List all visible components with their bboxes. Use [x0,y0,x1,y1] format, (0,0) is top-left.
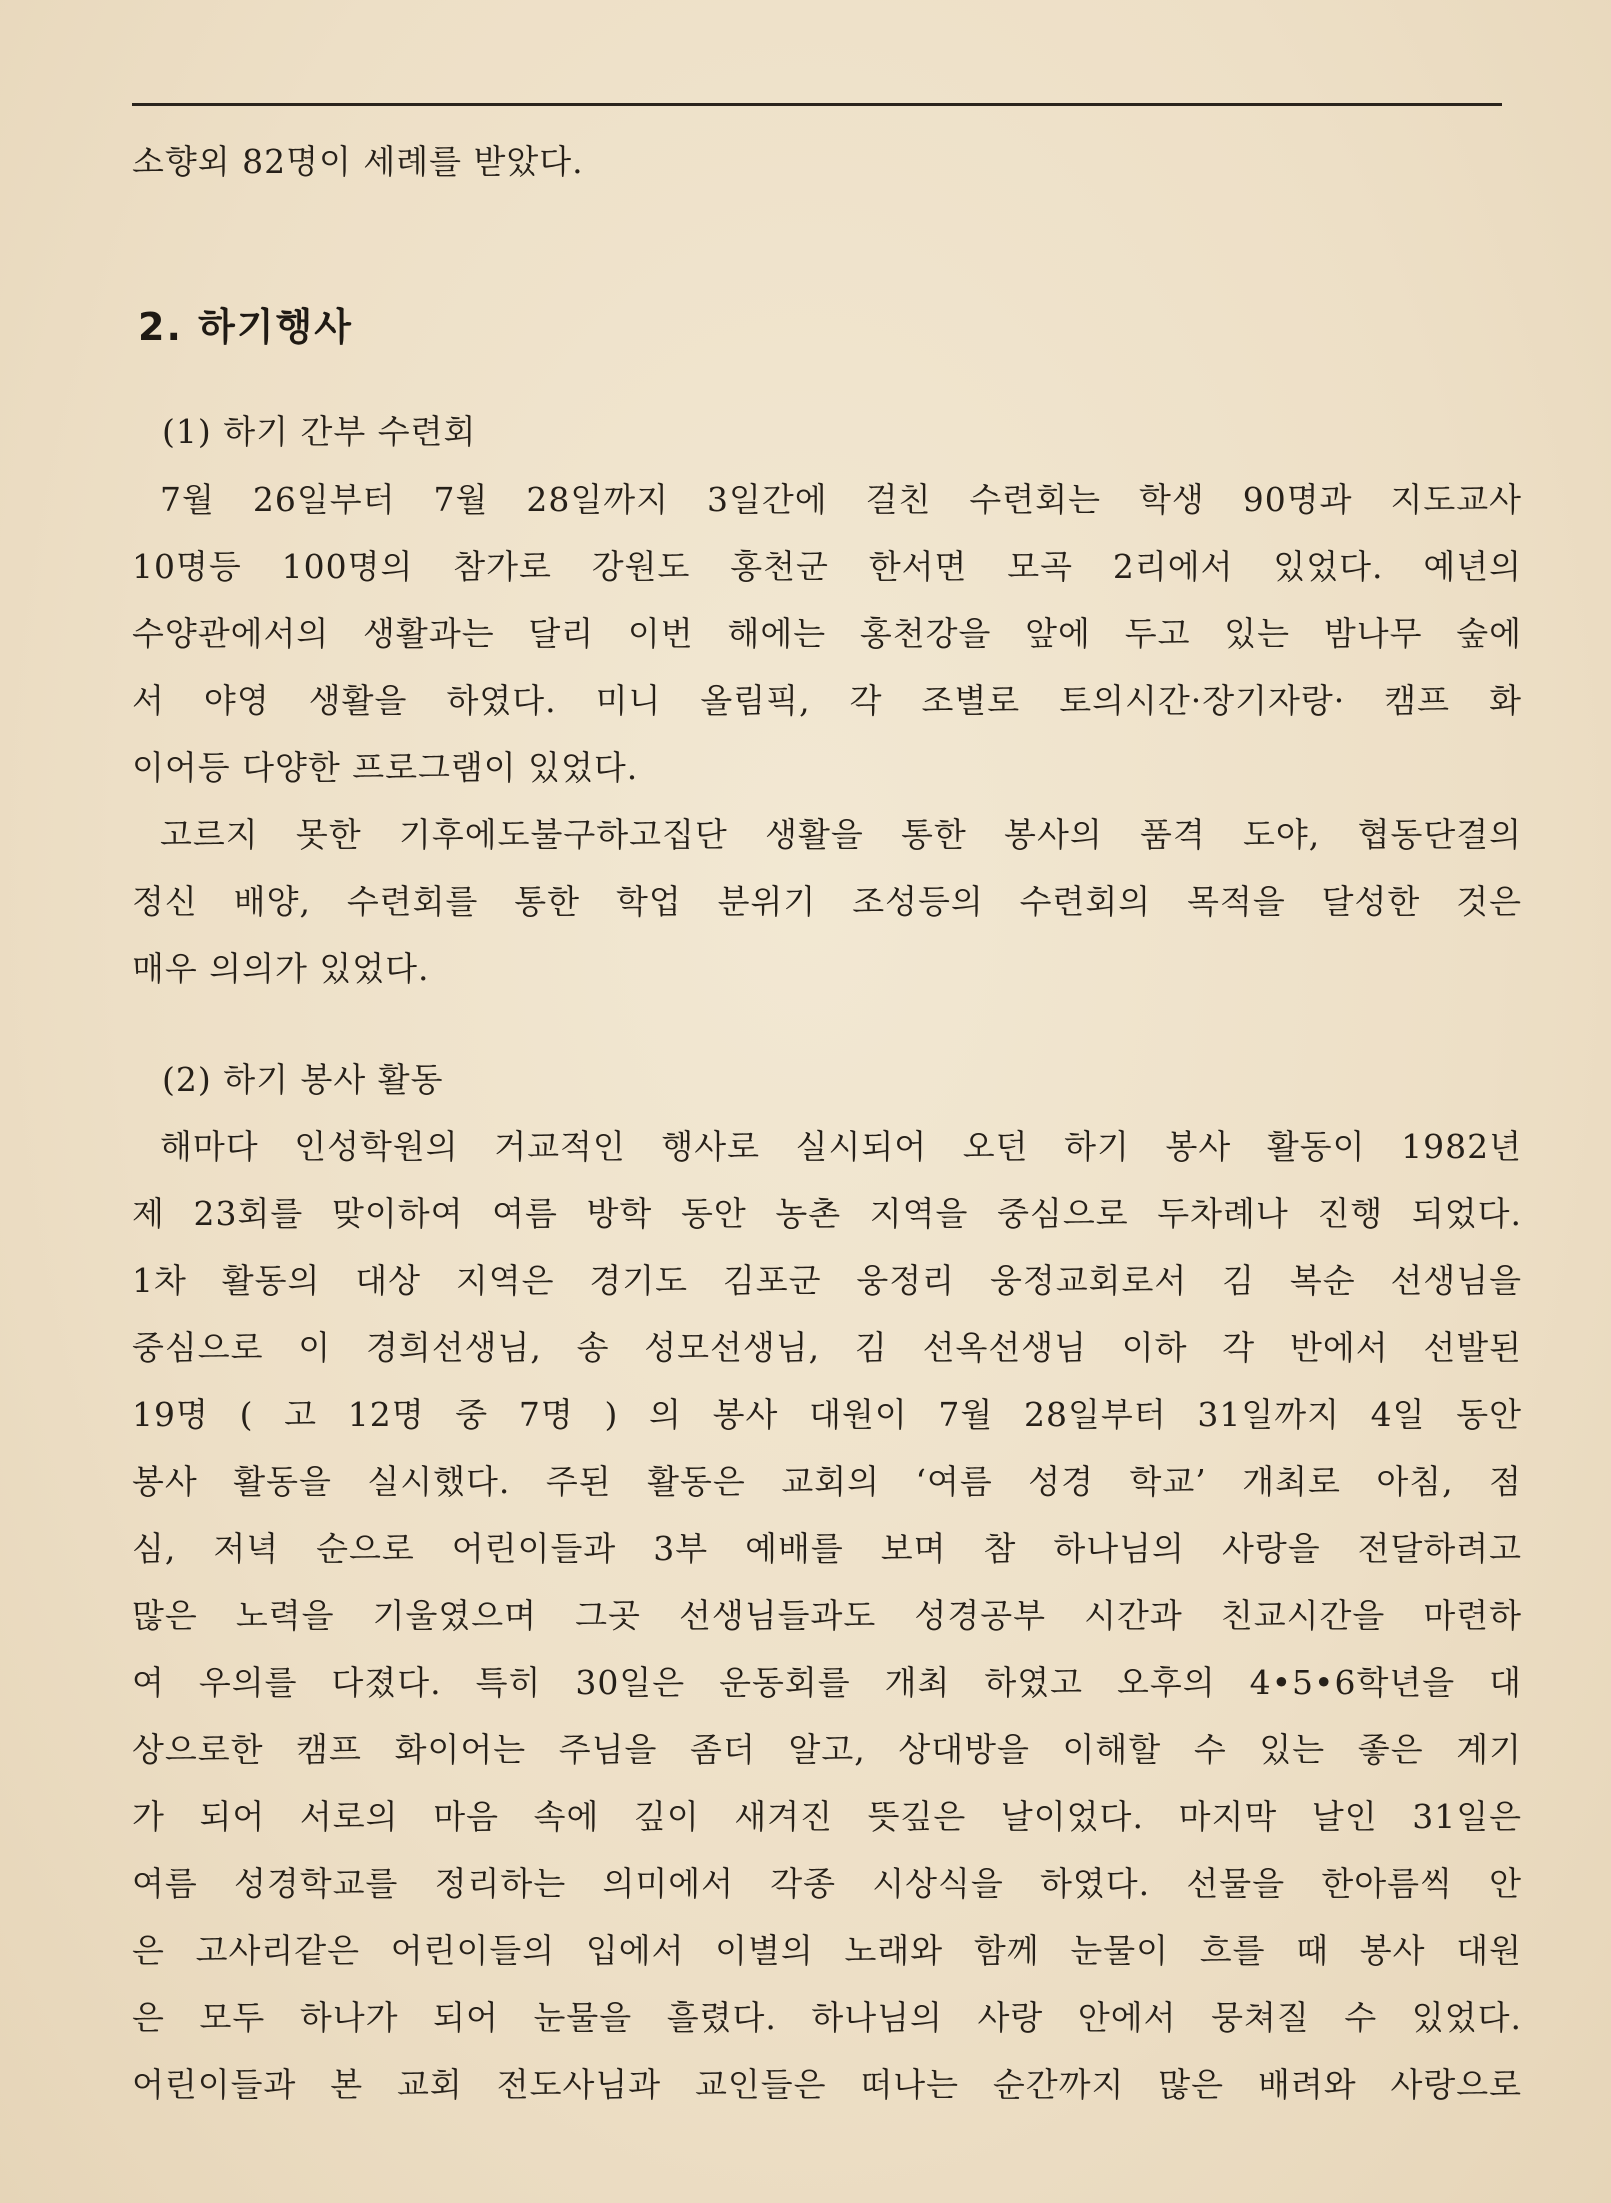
paragraph-line: 여 우의를 다졌다. 특히 30일은 운동회를 개최 하였고 오후의 4•5•6학년을 대 [132,1663,1522,1702]
paragraph-line: 1차 활동의 대상 지역은 경기도 김포군 웅정리 웅정교회로서 김 복순 선생님을 [132,1261,1522,1300]
paragraph-line: 해마다 인성학원의 거교적인 행사로 실시되어 오던 하기 봉사 활동이 1982년 [160,1127,1522,1166]
paragraph-line: 서 야영 생활을 하였다. 미니 올림픽, 각 조별로 토의시간·장기자랑· 캠프 화 [132,681,1522,720]
paragraph-line: 이어등 다양한 프로그램이 있었다. [132,748,639,787]
paragraph-line: 중심으로 이 경희선생님, 송 성모선생님, 김 선옥선생님 이하 각 반에서 선발된 [132,1328,1522,1367]
paragraph-line: 은 모두 하나가 되어 눈물을 흘렸다. 하나님의 사랑 안에서 뭉쳐질 수 있었다. [132,1998,1522,2037]
paragraph-line: 봉사 활동을 실시했다. 주된 활동은 교회의 ‘여름 성경 학교’ 개최로 아침, 점 [132,1462,1522,1501]
paragraph-line: 10명등 100명의 참가로 강원도 홍천군 한서면 모곡 2리에서 있었다. 예년의 [132,547,1522,586]
paragraph-line: 19명 ( 고 12명 중 7명 ) 의 봉사 대원이 7월 28일부터 31일까지 4일 동안 [132,1395,1522,1434]
paragraph-line: 제 23회를 맞이하여 여름 방학 동안 농촌 지역을 중심으로 두차례나 진행 되었다. [132,1194,1522,1233]
paragraph-line: 상으로한 캠프 화이어는 주님을 좀더 알고, 상대방을 이해할 수 있는 좋은 계기 [132,1730,1522,1769]
section-title: 2. 하기행사 [138,305,353,349]
paragraph-line: 정신 배양, 수련회를 통한 학업 분위기 조성등의 수련회의 목적을 달성한 것은 [132,882,1522,921]
paragraph-line: 7월 26일부터 7월 28일까지 3일간에 걸친 수련회는 학생 90명과 지도교사 [160,480,1522,519]
paragraph-line: 여름 성경학교를 정리하는 의미에서 각종 시상식을 하였다. 선물을 한아름씩 안 [132,1864,1522,1903]
paragraph-line: 고르지 못한 기후에도불구하고집단 생활을 통한 봉사의 품격 도야, 협동단결의 [160,815,1522,854]
paragraph-line: 어린이들과 본 교회 전도사님과 교인들은 떠나는 순간까지 많은 배려와 사랑으로 [132,2065,1522,2104]
subsection-heading-1: (1) 하기 간부 수련회 [162,412,477,451]
paragraph-line: 가 되어 서로의 마음 속에 깊이 새겨진 뜻깊은 날이었다. 마지막 날인 31일은 [132,1797,1522,1836]
top-rule [132,103,1502,106]
paragraph-line: 은 고사리같은 어린이들의 입에서 이별의 노래와 함께 눈물이 흐를 때 봉사 대원 [132,1931,1522,1970]
paragraph-line: 매우 의의가 있었다. [132,949,430,988]
paragraph-line: 심, 저녁 순으로 어린이들과 3부 예배를 보며 참 하나님의 사랑을 전달하려고 [132,1529,1522,1568]
paragraph-line-intro: 소향외 82명이 세례를 받았다. [132,142,584,181]
paragraph-line: 수양관에서의 생활과는 달리 이번 해에는 홍천강을 앞에 두고 있는 밤나무 숲에 [132,614,1522,653]
subsection-heading-2: (2) 하기 봉사 활동 [162,1060,444,1099]
paragraph-line: 많은 노력을 기울였으며 그곳 선생님들과도 성경공부 시간과 친교시간을 마련하 [132,1596,1522,1635]
